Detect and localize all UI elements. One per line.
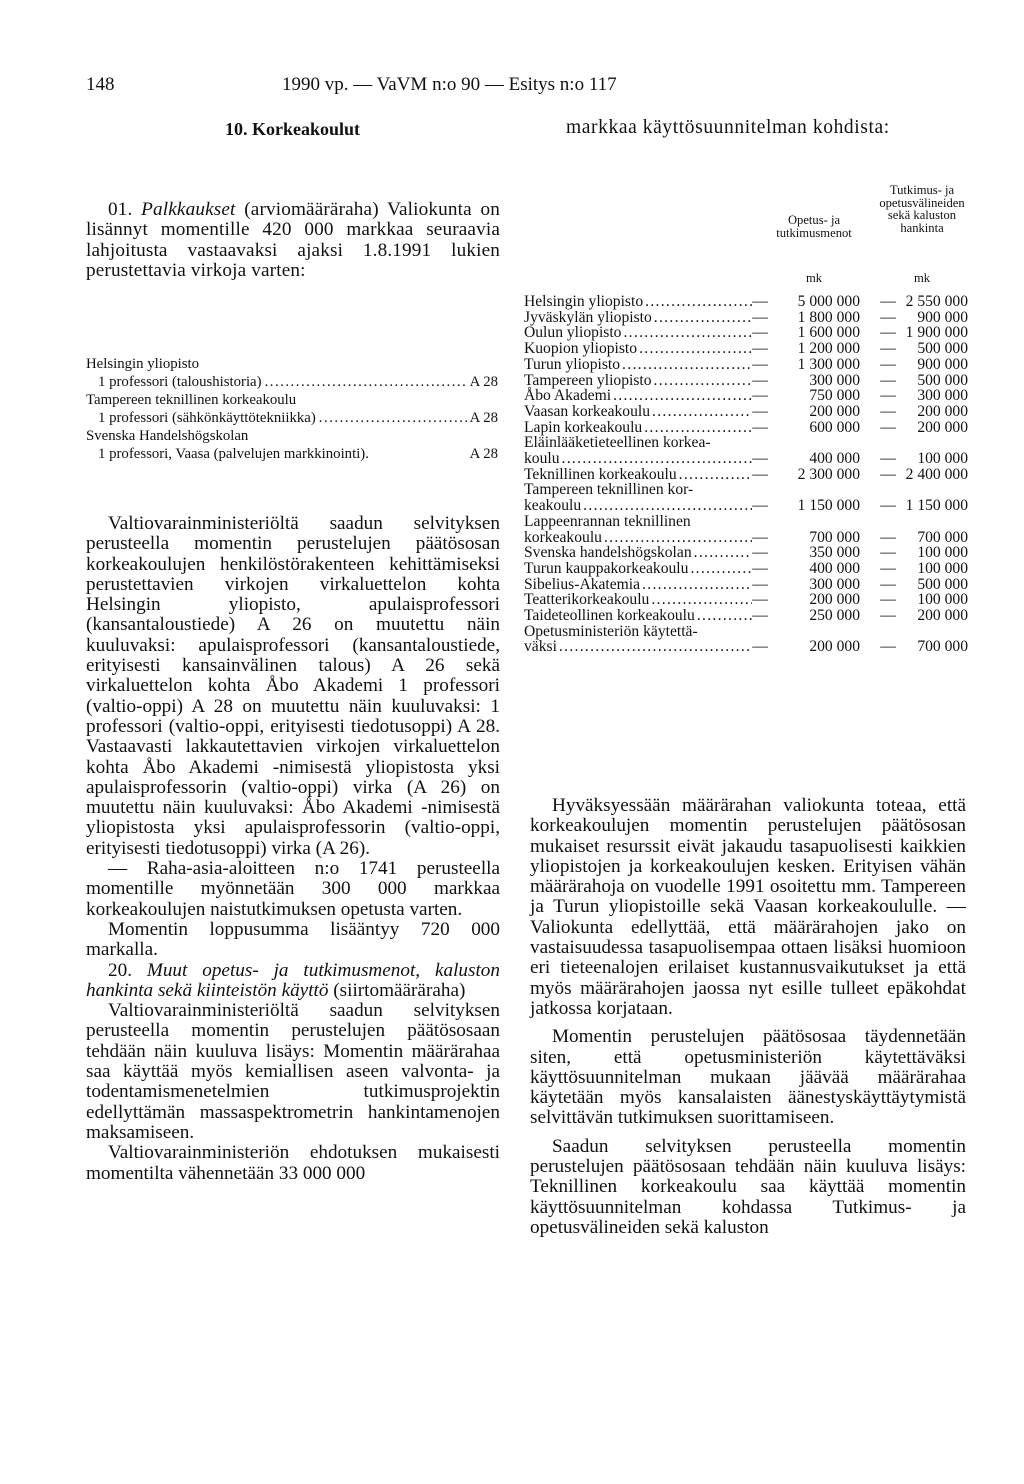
- dash: —: [752, 591, 768, 609]
- row-value-col2: 200 000: [917, 607, 968, 625]
- paragraph: Saadun selvityksen perusteella momentin perustelujen päätösosaan tehdään näin kuuluva lisäys: Teknillinen korkeakoulu saa käyttää momentin käyttösuunnitelman kohdassa Tutkimus- ja opetusvälineiden sekä kaluston: [530, 1135, 966, 1238]
- row-value-col1: 250 000: [809, 607, 860, 625]
- post-org: Helsingin yliopisto: [86, 356, 200, 372]
- table-row: [524, 451, 970, 467]
- dash: —: [752, 293, 768, 310]
- dash: —: [880, 308, 896, 326]
- row-value-col2: 100 000: [917, 450, 968, 468]
- dash: —: [752, 607, 768, 625]
- row-value-col2: 100 000: [917, 544, 968, 562]
- row-name: Lapin korkeakoulu: [524, 418, 643, 436]
- row-value-col2: 200 000: [917, 402, 968, 420]
- row-value-col2: 2 550 000: [905, 293, 968, 310]
- row-value-col1: 1 300 000: [797, 355, 860, 373]
- table-row: [524, 561, 970, 577]
- item-20-text: (siirtomääräraha): [328, 979, 466, 1001]
- row-name: väksi: [524, 638, 557, 656]
- dash: —: [880, 293, 896, 310]
- row-name: korkeakoulu: [524, 528, 602, 546]
- dash: —: [752, 402, 768, 420]
- table-row: [524, 310, 970, 326]
- post-row: [86, 409, 498, 427]
- dash: —: [752, 371, 768, 389]
- post-item: 1 professori (sähkönkäyttötekniikka): [98, 410, 316, 426]
- row-value-col1: 5 000 000: [797, 293, 860, 310]
- paragraph: Valtiovarainministeriöltä saadun selvityksen perusteella momentin perustelujen päätösosan korkeakoulujen henkilöstörakenteen kehittämiseksi perustettavien virkojen virkaluettelon kohta Helsingin yliopisto, apulaisprofessori (kansantaloustiede) A 26 on muutettu näin kuuluvaksi: apulaisprofessori (kansantaloustiede, erityisesti kansainvälinen talous) A 26 sekä virkaluettelon kohta Åbo Akademi 1 professori (valtio-oppi) A 28 on muutettu näin kuuluvaksi: 1 professori (valtio-oppi, erityisesti tiedotusoppi) A 28. Vastaavasti lakkautettavien virkojen virkaluettelon kohta Åbo Akademi -nimisestä yliopistosta yksi apulaisprofessorin (valtio-oppi) virka (A 26) on muutettu näin kuuluvaksi: Åbo Akademi -nimisestä yliopistosta yksi apulaisprofessorin (valtio-oppi, erityisesti tiedotusoppi) virka (A 26).: [86, 513, 500, 859]
- post-item: 1 professori, Vaasa (palvelujen markkinointi).: [98, 446, 369, 462]
- new-posts-list: [86, 355, 498, 463]
- dash: —: [880, 324, 896, 342]
- row-name: Tampereen yliopisto: [524, 371, 652, 389]
- row-value-col1: 200 000: [809, 402, 860, 420]
- dash: —: [752, 575, 768, 593]
- row-name: Taideteollinen korkeakoulu: [524, 607, 695, 625]
- dash: —: [752, 559, 768, 577]
- table-header-col2: Tutkimus- ja opetusvälineiden sekä kaluston hankinta: [879, 183, 965, 235]
- post-grade: A 28: [469, 374, 498, 390]
- dash: —: [880, 387, 896, 405]
- dash: —: [880, 591, 896, 609]
- table-row: [524, 545, 970, 561]
- left-body-text: [86, 514, 500, 1184]
- post-org: Tampereen teknillinen korkeakoulu: [86, 392, 297, 408]
- post-grade: A 28: [469, 446, 498, 462]
- row-value-col2: 200 000: [917, 418, 968, 436]
- page-number: 148: [86, 74, 115, 95]
- row-name: Teatterikorkeakoulu: [524, 591, 650, 609]
- row-name: Helsingin yliopisto: [524, 293, 644, 310]
- dash: —: [880, 465, 896, 483]
- dash: —: [752, 308, 768, 326]
- dash: —: [880, 371, 896, 389]
- table-row: [524, 639, 970, 655]
- dash: —: [752, 324, 768, 342]
- dash: —: [880, 559, 896, 577]
- item-20-paragraph: [86, 961, 500, 1002]
- row-name: Åbo Akademi: [524, 387, 612, 405]
- table-row-name-line1: Opetusministeriön käytettä-: [524, 622, 698, 640]
- post-row: [86, 373, 498, 391]
- paragraph: Momentin loppusumma lisääntyy 720 000 markalla.: [86, 918, 500, 961]
- table-row: [524, 467, 970, 483]
- dash: —: [880, 355, 896, 373]
- dash: —: [752, 528, 768, 546]
- row-value-col1: 1 200 000: [797, 340, 860, 358]
- row-value-col1: 2 300 000: [797, 465, 860, 483]
- row-value-col1: 400 000: [809, 559, 860, 577]
- table-intro-heading: markkaa käyttösuunnitelman kohdista:: [566, 117, 890, 138]
- row-value-col2: 100 000: [917, 591, 968, 609]
- row-value-col2: 900 000: [917, 308, 968, 326]
- row-value-col1: 1 150 000: [797, 497, 860, 515]
- row-value-col2: 1 900 000: [905, 324, 968, 342]
- table-row: [524, 373, 970, 389]
- paragraph: — Raha-asia-aloitteen n:o 1741 perusteella momentille myönnetään 300 000 markkaa korkeakoulujen naistutkimuksen opetusta varten.: [86, 858, 500, 920]
- row-name: Kuopion yliopisto: [524, 340, 638, 358]
- table-row-name-line1: Eläinlääketieteellinen korkea-: [524, 434, 711, 452]
- item-01-title: Palkkaukset: [141, 199, 236, 220]
- dash: —: [880, 575, 896, 593]
- running-title: 1990 vp. — VaVM n:o 90 — Esitys n:o 117: [282, 74, 617, 95]
- table-unit-col2: mk: [913, 271, 931, 285]
- dash: —: [880, 607, 896, 625]
- dash: —: [752, 465, 768, 483]
- table-row: [524, 498, 970, 514]
- post-grade: A 28: [469, 410, 498, 426]
- paragraph: Valtiovarainministeriöltä saadun selvityksen perusteella momentin perustelujen päätösosaan tehdään näin kuuluva lisäys: Momentin määrärahaa saa käyttää myös kemiallisen aseen valvonta- ja todentamismenetelmien tutkimusprojektin edellyttämän massaspektrometrin hankintamenojen maksamiseen.: [86, 1000, 500, 1143]
- row-value-col2: 500 000: [917, 340, 968, 358]
- paragraph: Valtiovarainministeriön ehdotuksen mukaisesti momentilta vähennetään 33 000 000: [86, 1142, 500, 1184]
- dash: —: [880, 402, 896, 420]
- table-row: [524, 577, 970, 593]
- dash: —: [880, 528, 896, 546]
- dash: —: [752, 387, 768, 405]
- row-value-col1: 1 600 000: [797, 324, 860, 342]
- row-value-col2: 1 150 000: [905, 497, 968, 515]
- item-01-number: 01.: [108, 199, 142, 220]
- row-value-col1: 600 000: [809, 418, 860, 436]
- dash: —: [880, 497, 896, 515]
- row-name: koulu: [524, 450, 560, 468]
- row-name: Vaasan korkeakoulu: [524, 402, 651, 420]
- dash: —: [880, 450, 896, 468]
- dash: —: [752, 497, 768, 515]
- right-body-text: [530, 796, 966, 1238]
- row-value-col2: 700 000: [917, 528, 968, 546]
- row-value-col1: 350 000: [809, 544, 860, 562]
- item-01-text: (arviomääräraha) Valiokunta on lisännyt momentille 420 000 markkaa seuraavia lahjoitusta vastaavaksi ajaksi 1.8.1991 lukien perustettavia virkoja varten:: [86, 199, 500, 281]
- row-value-col2: 700 000: [917, 638, 968, 656]
- table-row-name-line1: Tampereen teknillinen kor-: [524, 481, 694, 499]
- dash: —: [880, 418, 896, 436]
- row-value-col1: 400 000: [809, 450, 860, 468]
- dash: —: [880, 544, 896, 562]
- item-01-paragraph: [86, 200, 500, 281]
- table-header-col1: Opetus- ja tutkimusmenot: [776, 213, 852, 240]
- section-title: 10. Korkeakoulut: [225, 119, 361, 139]
- row-name: Turun yliopisto: [524, 355, 621, 373]
- dash: —: [880, 340, 896, 358]
- row-name: Jyväskylän yliopisto: [524, 308, 652, 326]
- dash: —: [752, 355, 768, 373]
- row-value-col2: 500 000: [917, 371, 968, 389]
- row-value-col2: 300 000: [917, 387, 968, 405]
- row-value-col2: 500 000: [917, 575, 968, 593]
- table-unit-col1: mk: [805, 271, 823, 285]
- row-name: Sibelius-Akatemia: [524, 575, 641, 593]
- row-value-col1: 1 800 000: [797, 308, 860, 326]
- table-row: [524, 341, 970, 357]
- row-name: keakoulu: [524, 497, 582, 515]
- post-row: [86, 445, 498, 463]
- dash: —: [880, 638, 896, 656]
- paragraph: Hyväksyessään määrärahan valiokunta toteaa, että korkeakoulujen momentin perustelujen päätösosan mukaiset resurssit eivät jakaudu tasapuolisesti kaikkien yliopistojen ja korkeakoulujen kesken. Erityisen vähän määrärahoja on vuodelle 1991 osoitettu mm. Tampereen ja Turun yliopistoille sekä Vaasan korkeakoululle. — Valiokunta edellyttää, että määrärahojen jako on vastaisuudessa tasapuolisempaa ottaen lisäksi huomioon eri tieteenalojen erilaiset kustannusvaikutukset ja että myös määrärahojen jaossa nyt esille tulleet epäkohdat jatkossa korjataan.: [530, 795, 966, 1019]
- table-row: [524, 530, 970, 546]
- item-20-title: Muut opetus- ja tutkimusmenot, kaluston hankinta sekä kiinteistön käyttö: [86, 959, 500, 1001]
- post-org: Svenska Handelshögskolan: [86, 428, 249, 444]
- row-name: Svenska handelshögskolan: [524, 544, 692, 562]
- row-name: Turun kauppakorkeakoulu: [524, 559, 689, 577]
- table-row: [524, 404, 970, 420]
- table-row: [524, 608, 970, 624]
- row-value-col1: 700 000: [809, 528, 860, 546]
- dash: —: [752, 544, 768, 562]
- row-value-col1: 300 000: [809, 575, 860, 593]
- row-name: Teknillinen korkeakoulu: [524, 465, 677, 483]
- table-row: [524, 294, 970, 310]
- row-value-col2: 2 400 000: [905, 465, 968, 483]
- table-row: [524, 420, 970, 436]
- post-item: 1 professori (taloushistoria): [98, 374, 262, 390]
- row-value-col1: 300 000: [809, 371, 860, 389]
- row-value-col1: 200 000: [809, 638, 860, 656]
- table-row: [524, 325, 970, 341]
- budget-table: [524, 294, 970, 655]
- table-row-name-line1: Lappeenrannan teknillinen: [524, 512, 691, 530]
- table-row: [524, 388, 970, 404]
- dash: —: [752, 638, 768, 656]
- row-value-col1: 750 000: [809, 387, 860, 405]
- row-value-col1: 200 000: [809, 591, 860, 609]
- row-name: Oulun yliopisto: [524, 324, 622, 342]
- dash: —: [752, 450, 768, 468]
- paragraph: Momentin perustelujen päätösosaa täydennetään siten, että opetusministeriön käytettäväksi käyttösuunnitelman mukaan jäävää määrärahaa käytetään myös kansalaisten äänestyskäyttäytymistä selvittävän tutkimuksen suorittamiseen.: [530, 1026, 966, 1129]
- table-row: [524, 592, 970, 608]
- table-row: [524, 357, 970, 373]
- row-value-col2: 100 000: [917, 559, 968, 577]
- dash: —: [752, 418, 768, 436]
- row-value-col2: 900 000: [917, 355, 968, 373]
- dash: —: [752, 340, 768, 358]
- item-20-number: 20.: [108, 959, 147, 981]
